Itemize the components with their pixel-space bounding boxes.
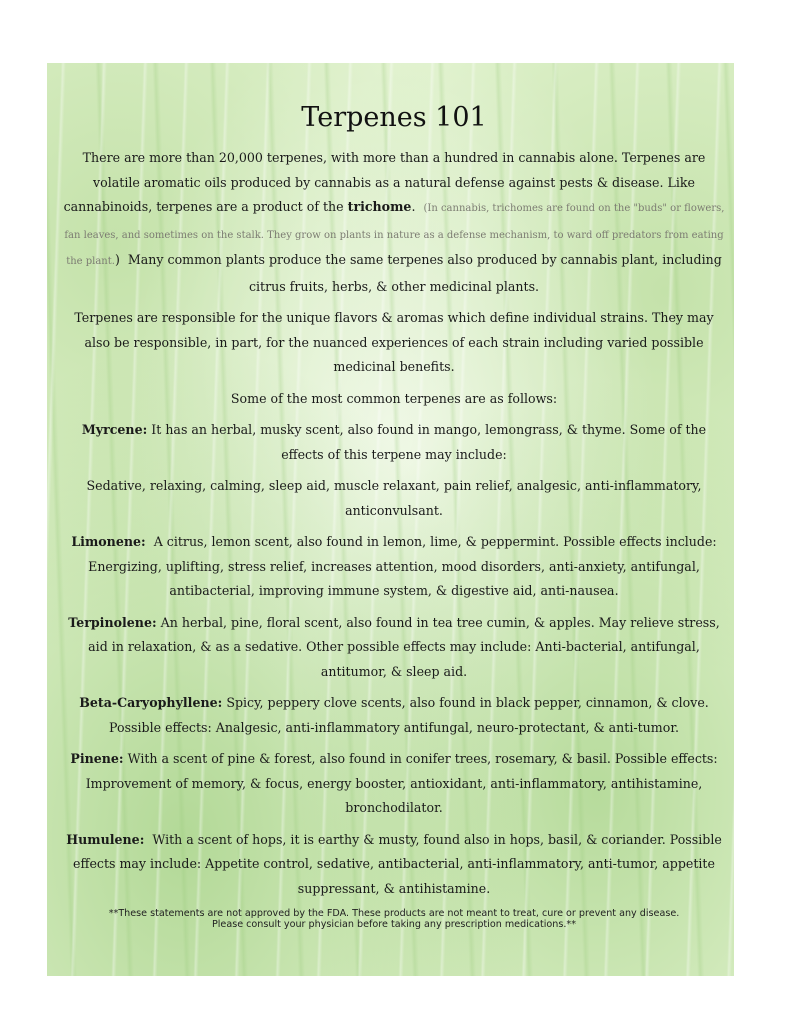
terpene-name: Myrcene:	[81, 422, 148, 437]
terpene-description: With a scent of hops, it is earthy & musty, found also in hops, basil, & coriander. Possible effects may include: Appetite control, sedative, antibacterial, anti-inflammatory, anti-tumor, appetite suppressant, & antihistamine.	[73, 831, 722, 896]
terpene-description: Spicy, peppery clove scents, also found in black pepper, cinnamon, & clove. Possible effects: Analgesic, anti-inflammatory antifungal, neuro-protectant, & anti-tumor.	[109, 695, 709, 735]
terpene-entry-beta-caryophyllene	[62, 691, 726, 740]
terpene-description: It has an herbal, musky scent, also found in mango, lemongrass, & thyme. Some of the effects of this terpene may include:	[151, 422, 707, 462]
trichome-term: trichome	[347, 199, 412, 214]
trichome-aside-note: (In cannabis, trichomes are found on the "buds" or flowers, fan leaves, and sometimes on the stalk. They grow on plants in nature as a defense mechanism, to ward off predators from eating the plant.	[64, 203, 725, 267]
fda-disclaimer	[62, 908, 726, 930]
terpene-description: With a scent of pine & forest, also found in conifer trees, rosemary, & basil. Possible effects: Improvement of memory, & focus, energy booster, antioxidant, anti-inflammatory, antihistamine, bronchodilator.	[85, 751, 718, 815]
list-intro: Some of the most common terpenes are as follows:	[230, 390, 558, 406]
flavors-paragraph: Terpenes are responsible for the unique flavors & aromas which define individual strains. They may also be responsible, in part, for the nuanced experiences of each strain including varied possible medicinal benefits.	[74, 310, 714, 374]
terpene-name: Pinene:	[70, 751, 124, 766]
disclaimer-line-2: Please consult your physician before taking any prescription medications.**	[211, 919, 577, 930]
terpene-entry-limonene	[62, 530, 726, 604]
terpene-entry-humulene	[62, 828, 726, 902]
disclaimer-line-1: **These statements are not approved by the FDA. These products are not meant to treat, cure or prevent any disease.	[108, 908, 680, 919]
intro-text-period: .	[411, 199, 416, 214]
document-body	[62, 96, 726, 930]
terpene-name: Humulene:	[66, 831, 145, 847]
intro-text: There are more than 20,000 terpenes, with more than a hundred in cannabis alone. Terpenes are volatile aromatic oils produced by cannabis as a natural defense against pests & disease. Like cannabinoids, terpenes are a product of the	[63, 150, 706, 214]
terpene-name: Beta-Caryophyllene:	[79, 695, 223, 710]
intro-text-end: Many common plants produce the same terpenes also produced by cannabis plant, including citrus fruits, herbs, & other medicinal plants.	[127, 252, 722, 294]
terpene-description: A citrus, lemon scent, also found in lemon, lime, & peppermint. Possible effects include: Energizing, uplifting, stress relief, increases attention, mood disorders, anti-anxiety, antifungal, antibacterial, improving immune system, & digestive aid, anti-nausea.	[88, 534, 717, 598]
page-title: Terpenes 101	[301, 102, 487, 133]
terpene-entry-pinene	[62, 747, 726, 821]
terpene-entry-terpinolene	[62, 611, 726, 685]
terpene-description: An herbal, pine, floral scent, also found in tea tree cumin, & apples. May relieve stress, aid in relaxation, & as a sedative. Other possible effects may include: Anti-bacterial, antifungal, antitumor, & sleep aid.	[88, 614, 720, 679]
intro-paragraph	[62, 146, 726, 299]
terpene-name: Limonene:	[71, 534, 146, 549]
myrcene-effects: Sedative, relaxing, calming, sleep aid, muscle relaxant, pain relief, analgesic, anti-inflammatory, anticonvulsant.	[86, 478, 702, 518]
terpene-name: Terpinolene:	[68, 614, 157, 630]
terpene-entry-myrcene	[62, 418, 726, 467]
aside-close: )	[114, 252, 120, 267]
